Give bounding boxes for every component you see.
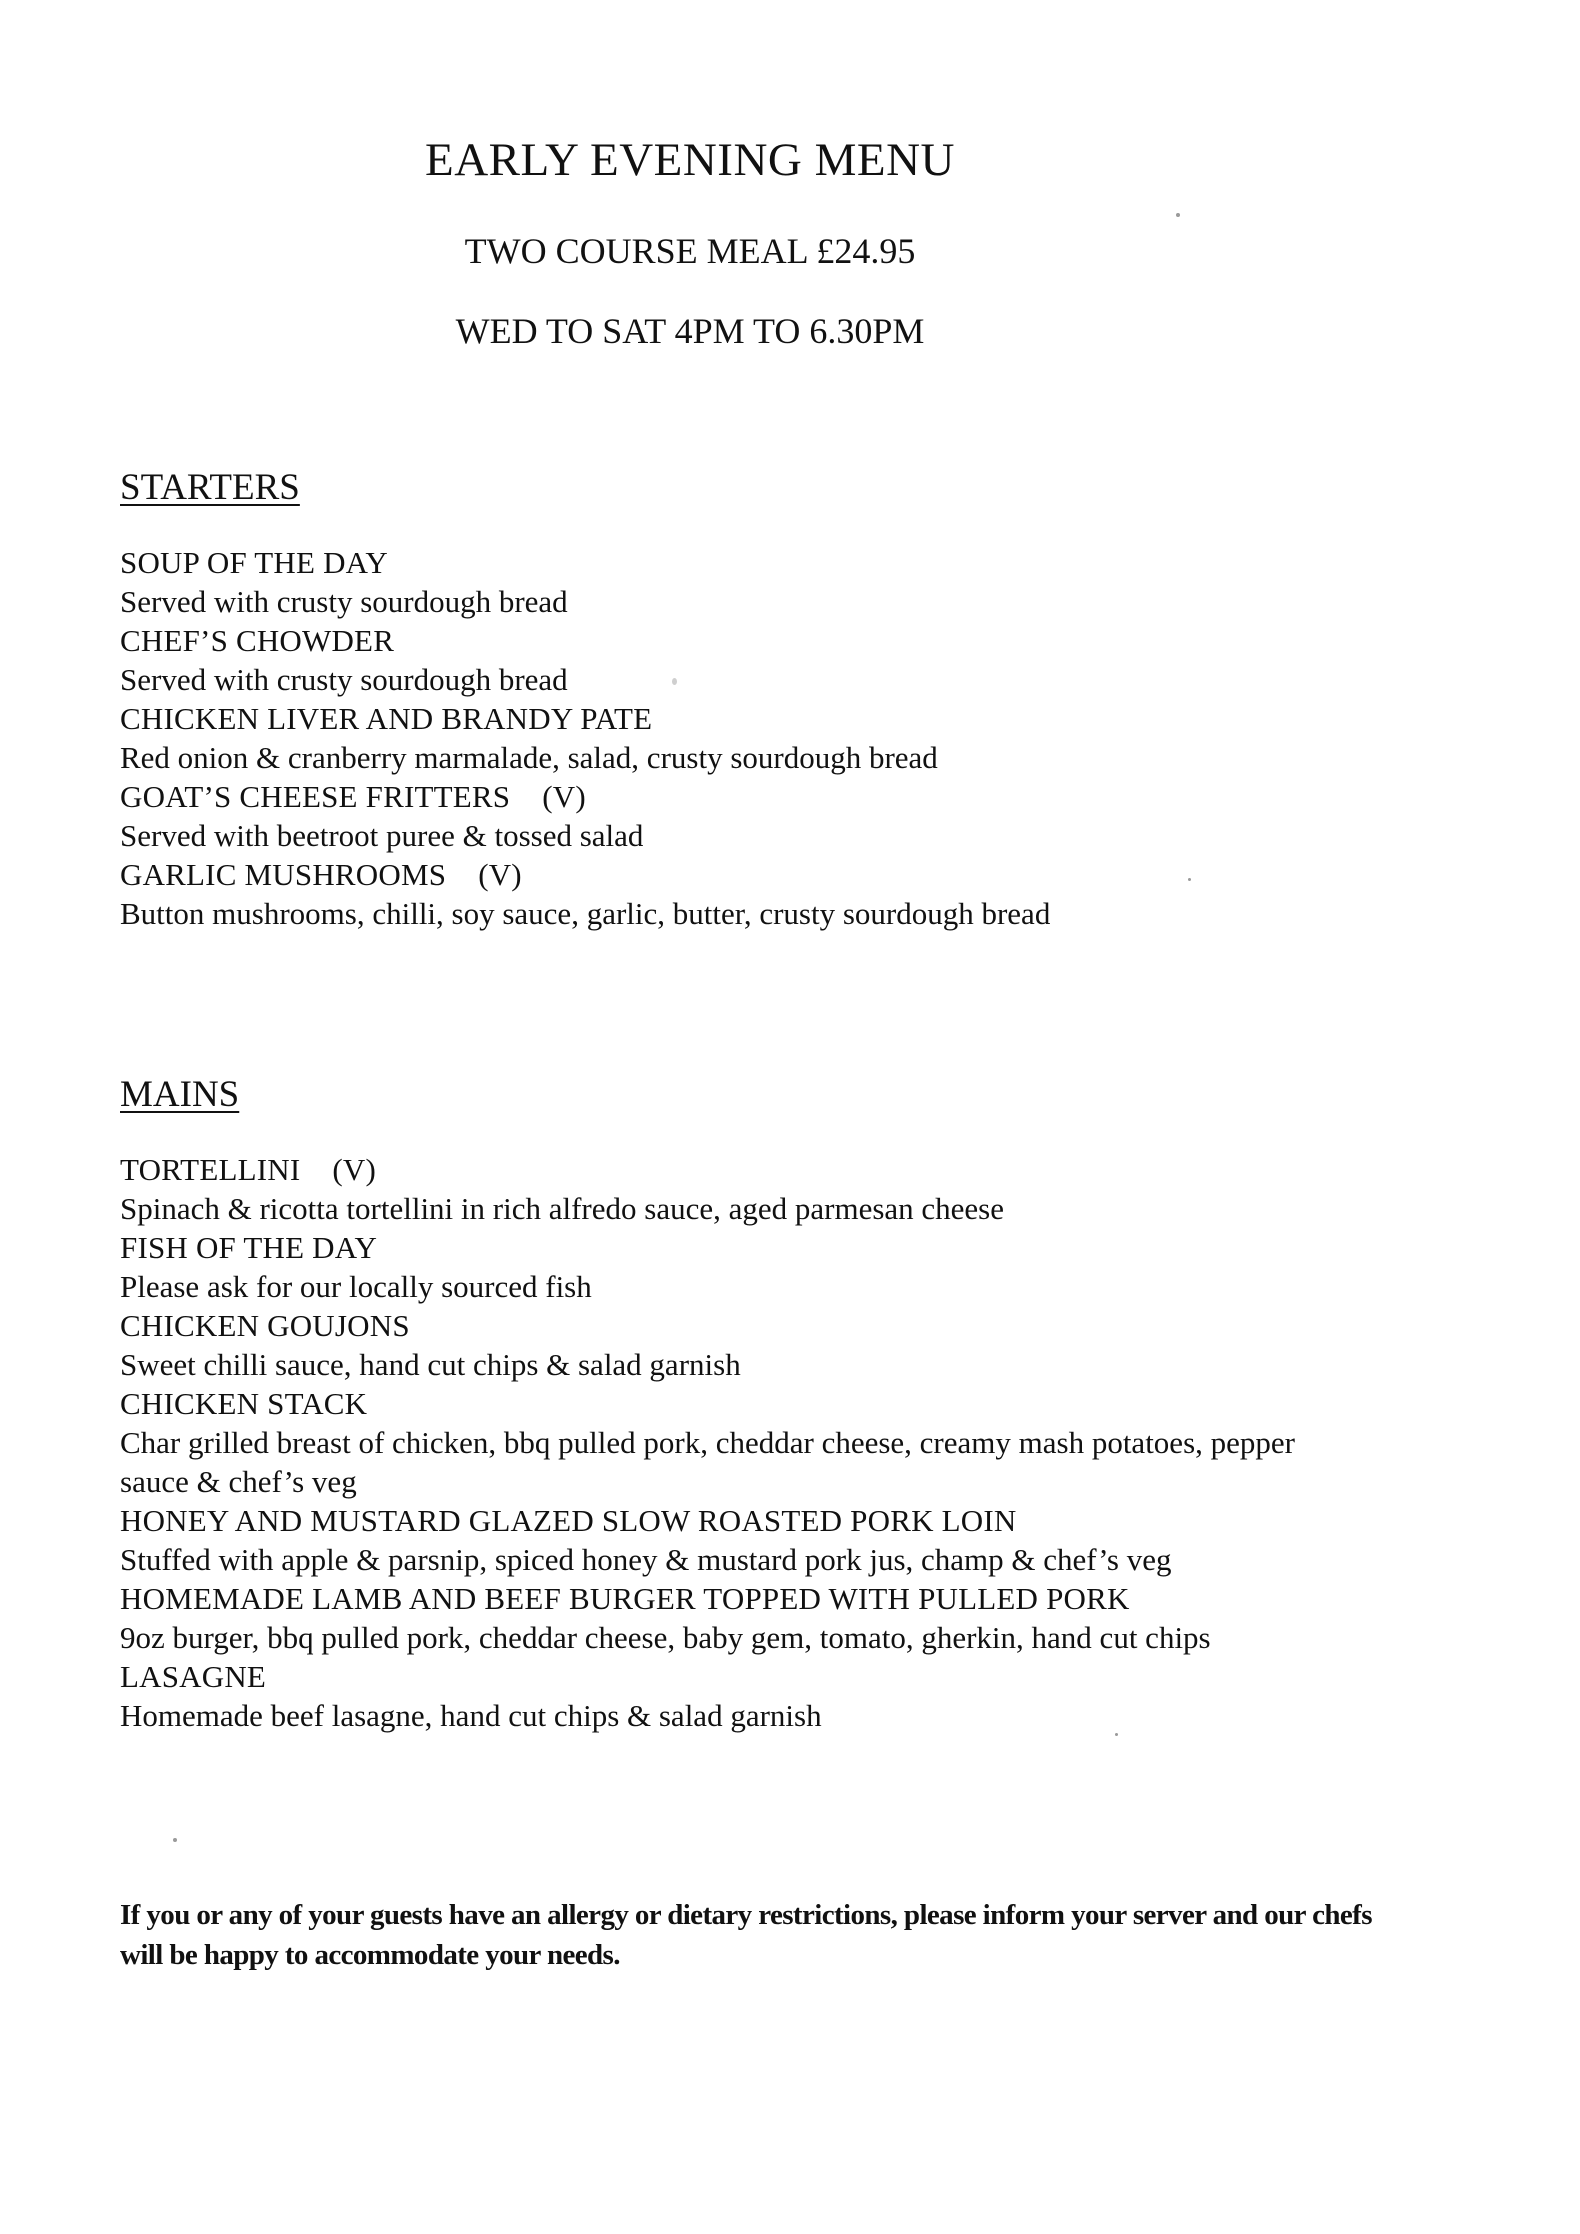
vegetarian-badge: (V) xyxy=(332,1152,376,1187)
item-description: Served with beetroot puree & tossed salad xyxy=(120,818,644,853)
item-name xyxy=(120,855,1360,894)
item-description: Char grilled breast of chicken, bbq pulled pork, cheddar cheese, creamy mash potatoes, pepper sauce & chef’s veg xyxy=(120,1425,1295,1499)
item-description: Button mushrooms, chilli, soy sauce, garlic, butter, crusty sourdough bread xyxy=(120,896,1051,931)
menu-item-tortellini xyxy=(120,1150,1360,1228)
item-description: Served with crusty sourdough bread xyxy=(120,584,568,619)
menu-title: EARLY EVENING MENU xyxy=(425,134,955,186)
item-name xyxy=(120,1384,1360,1423)
menu-item-chowder xyxy=(120,621,1360,699)
menu-item-soup xyxy=(120,543,1360,621)
menu-item-lasagne xyxy=(120,1657,1360,1735)
mains-heading: MAINS xyxy=(120,1074,240,1115)
mains-list xyxy=(120,1150,1360,1735)
item-title: LASAGNE xyxy=(120,1659,267,1694)
item-name xyxy=(120,1501,1360,1540)
item-title: GOAT’S CHEESE FRITTERS xyxy=(120,779,511,814)
item-description: Please ask for our locally sourced fish xyxy=(120,1269,592,1304)
vegetarian-badge: (V) xyxy=(542,779,586,814)
menu-item-chicken-stack xyxy=(120,1384,1360,1501)
item-name xyxy=(120,1306,1360,1345)
item-description: Red onion & cranberry marmalade, salad, crusty sourdough bread xyxy=(120,740,938,775)
allergy-notice: If you or any of your guests have an allergy or dietary restrictions, please inform your server and our chefs will be happy to accommodate your needs. xyxy=(120,1899,1372,1971)
menu-item-pork-loin xyxy=(120,1501,1360,1579)
menu-item-burger xyxy=(120,1579,1360,1657)
item-title: CHEF’S CHOWDER xyxy=(120,623,395,658)
menu-item-fish-of-the-day xyxy=(120,1228,1360,1306)
item-description: Stuffed with apple & parsnip, spiced honey & mustard pork jus, champ & chef’s veg xyxy=(120,1542,1172,1577)
item-description: Homemade beef lasagne, hand cut chips & salad garnish xyxy=(120,1698,822,1733)
item-description: Served with crusty sourdough bread xyxy=(120,662,568,697)
item-name xyxy=(120,1657,1360,1696)
item-title: HOMEMADE LAMB AND BEEF BURGER TOPPED WITH PULLED PORK xyxy=(120,1581,1130,1616)
menu-item-garlic-mushrooms xyxy=(120,855,1360,933)
scan-speck xyxy=(1176,213,1180,217)
item-description: Spinach & ricotta tortellini in rich alfredo sauce, aged parmesan cheese xyxy=(120,1191,1004,1226)
item-title: GARLIC MUSHROOMS xyxy=(120,857,447,892)
starters-list xyxy=(120,543,1360,933)
item-title: CHICKEN LIVER AND BRANDY PATE xyxy=(120,701,653,736)
item-description: Sweet chilli sauce, hand cut chips & salad garnish xyxy=(120,1347,741,1382)
item-title: CHICKEN STACK xyxy=(120,1386,368,1421)
scan-speck xyxy=(1188,878,1191,881)
item-name xyxy=(120,1579,1360,1618)
item-name xyxy=(120,699,1360,738)
menu-item-chicken-goujons xyxy=(120,1306,1360,1384)
vegetarian-badge: (V) xyxy=(478,857,522,892)
scan-speck xyxy=(173,1838,177,1842)
menu-item-goats-cheese-fritters xyxy=(120,777,1360,855)
item-name xyxy=(120,543,1360,582)
item-name xyxy=(120,777,1360,816)
item-name xyxy=(120,1228,1360,1267)
serving-hours: WED TO SAT 4PM TO 6.30PM xyxy=(455,311,925,351)
menu-item-pate xyxy=(120,699,1360,777)
item-title: FISH OF THE DAY xyxy=(120,1230,378,1265)
item-title: CHICKEN GOUJONS xyxy=(120,1308,410,1343)
item-title: SOUP OF THE DAY xyxy=(120,545,388,580)
item-name xyxy=(120,1150,1360,1189)
starters-heading: STARTERS xyxy=(120,467,300,508)
item-name xyxy=(120,621,1360,660)
scan-speck xyxy=(1115,1733,1118,1736)
item-title: HONEY AND MUSTARD GLAZED SLOW ROASTED PORK LOIN xyxy=(120,1503,1017,1538)
two-course-deal: TWO COURSE MEAL £24.95 xyxy=(464,231,916,271)
item-title: TORTELLINI xyxy=(120,1152,301,1187)
item-description: 9oz burger, bbq pulled pork, cheddar cheese, baby gem, tomato, gherkin, hand cut chips xyxy=(120,1620,1211,1655)
scan-speck xyxy=(672,678,677,685)
